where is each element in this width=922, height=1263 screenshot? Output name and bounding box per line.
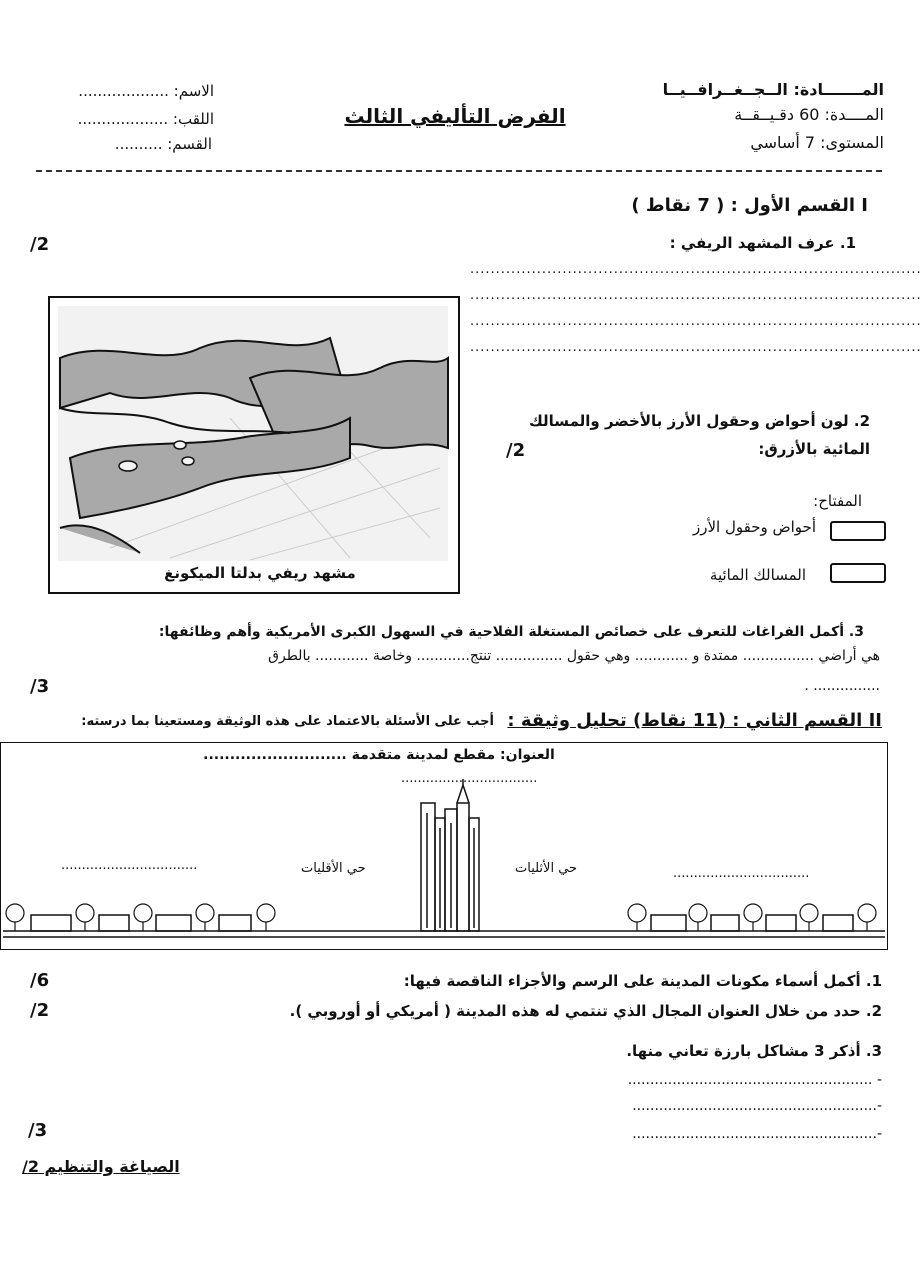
- doc-dots-right: .................................: [673, 866, 810, 881]
- key-item-water: المسالك المائية: [709, 566, 806, 584]
- answer-line: ........................................................................................: [470, 288, 922, 303]
- part1-q3: 3. أكمل الفراغات للتعرف على خصائص المستغلة الفلاحية في السهول الكبرى الأمريكية وأهم وظائفها:: [158, 624, 864, 640]
- subject-label: المـــــــادة: الــجــغــرافــيــا: [662, 80, 884, 99]
- key-item-rice: أحواض وحقول الأرز: [693, 518, 816, 536]
- doc-dots-top: .................................: [401, 771, 538, 786]
- part1-q3-line1: هي أراضي ................ ممتدة و ............ وهي حقول ............... تنتج............ وخاصة ............ بالطرق: [268, 648, 880, 664]
- part2-q1: 1. أكمل أسماء مكونات المدينة على الرسم والأجزاء الناقصة فيها:: [403, 972, 882, 990]
- key-box-rice: [830, 521, 886, 541]
- part2-q1-score: /6: [30, 970, 50, 991]
- header-divider: [36, 170, 882, 172]
- delta-map-drawing: [50, 298, 458, 592]
- part2-q3: 3. أذكر 3 مشاكل بارزة تعاني منها.: [626, 1042, 882, 1060]
- part1-q1: 1. عرف المشهد الريفي :: [669, 234, 856, 252]
- exam-title: الفرض التأليفي الثالث: [344, 104, 566, 128]
- level-label: المستوى: 7 أساسي: [750, 133, 884, 152]
- part1-title: I القسم الأول : ( 7 نقاط ): [631, 195, 868, 216]
- key-box-water: [830, 563, 886, 583]
- doc-label-right: حي الأثليات: [515, 861, 578, 876]
- part2-q2: 2. حدد من خلال العنوان المجال الذي تنتمي له هذه المدينة ( أمريكي أو أوروبي ).: [289, 1002, 882, 1020]
- presentation-score: الصياغة والتنظيم 2/: [22, 1157, 180, 1176]
- answer-line: ........................................................................................: [470, 314, 922, 329]
- key-title: المفتاح:: [813, 492, 862, 510]
- part1-q2-line2: المائية بالأزرق:: [758, 440, 870, 458]
- surname-field: اللقب: ...................: [77, 110, 214, 128]
- doc-label-left: حي الأقليات: [301, 861, 366, 876]
- part2-q3-line2: -.......................................................: [632, 1098, 882, 1114]
- doc-dots-left: .................................: [61, 858, 198, 873]
- delta-map: [48, 296, 460, 594]
- city-section-document: [0, 742, 888, 950]
- doc-title: العنوان: مقطع لمدينة متقدمة ...........................: [203, 747, 555, 763]
- part1-q3-line2: ............... .: [804, 678, 880, 694]
- part2-q2-score: /2: [30, 1000, 50, 1021]
- part2-q3-score: /3: [28, 1120, 48, 1141]
- part1-q2-line1: 2. لون أحواض وحقول الأرز بالأخضر والمسالك: [529, 412, 870, 430]
- city-section-drawing: [1, 743, 887, 949]
- part1-q1-score: /2: [30, 234, 50, 255]
- class-field: القسم: ..........: [114, 135, 212, 153]
- part2-title: II القسم الثاني : (11 نقاط) تحليل وثيقة :: [507, 710, 882, 731]
- answer-line: ........................................................................................: [470, 262, 922, 277]
- part1-q2-score: /2: [506, 440, 526, 461]
- map-caption: مشهد ريفي بدلتا الميكونغ: [164, 564, 356, 582]
- answer-line: ........................................................................................: [470, 340, 922, 355]
- part1-q3-score: /3: [30, 676, 50, 697]
- part2-q3-line1: - .......................................................: [627, 1072, 882, 1088]
- duration-label: المــــدة: 60 دقـيــقــة: [734, 105, 884, 124]
- name-field: الاسم: ...................: [78, 82, 214, 100]
- part2-instruction: أجب على الأسئلة بالاعتماد على هذه الوثيقة ومستعينا بما درسته:: [81, 714, 494, 729]
- part2-q3-line3: -.......................................................: [632, 1126, 882, 1142]
